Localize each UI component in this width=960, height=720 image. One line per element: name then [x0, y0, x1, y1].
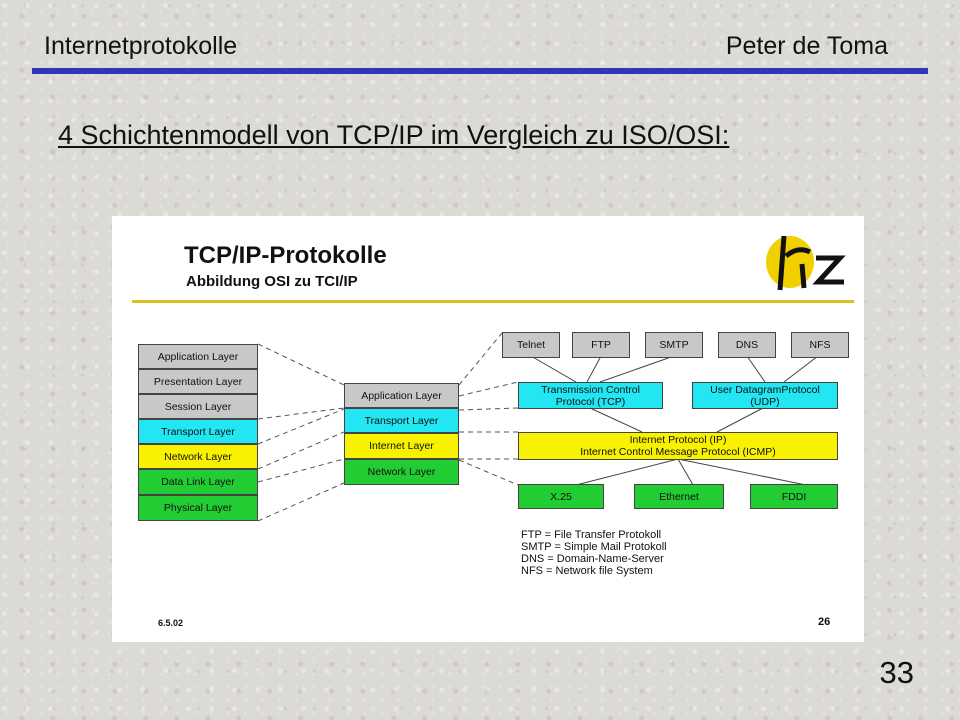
legend-ftp: FTP = File Transfer Protokoll	[521, 529, 662, 541]
header-left-title: Internetprotokolle	[44, 32, 238, 60]
protocol-telnet: Telnet	[502, 332, 560, 358]
figure-date: 6.5.02	[158, 618, 184, 628]
header-divider	[32, 68, 928, 74]
protocol-dns: DNS	[718, 332, 776, 358]
legend-dns: DNS = Domain-Name-Server	[521, 553, 664, 565]
page-number: 33	[879, 655, 914, 690]
protocol-ip-icmp: Internet Protocol (IP) Internet Control Message Protocol (ICMP)	[518, 432, 838, 460]
osi-layer-transport: Transport Layer	[138, 419, 258, 444]
protocol-nfs: NFS	[791, 332, 849, 358]
osi-layer-application: Application Layer	[138, 344, 258, 369]
header-author: Peter de Toma	[725, 32, 888, 60]
slide-title: 4 Schichtenmodell von TCP/IP im Vergleich zu ISO/OSI:	[58, 120, 730, 150]
network-x25: X.25	[518, 484, 604, 509]
tcpip-figure	[112, 216, 864, 642]
osi-layer-physical: Physical Layer	[138, 495, 258, 521]
tcpip-layer-transport: Transport Layer	[344, 408, 459, 433]
osi-layer-session: Session Layer	[138, 394, 258, 419]
protocol-smtp: SMTP	[645, 332, 703, 358]
figure-subtitle: Abbildung OSI zu TCI/IP	[186, 273, 358, 290]
protocol-udp: User DatagramProtocol (UDP)	[692, 382, 838, 409]
protocol-tcp: Transmission Control Protocol (TCP)	[518, 382, 663, 409]
figure-page-number: 26	[818, 616, 831, 628]
legend-nfs: NFS = Network file System	[521, 565, 653, 577]
osi-layer-data-link: Data Link Layer	[138, 469, 258, 495]
osi-layer-network: Network Layer	[138, 444, 258, 469]
tcpip-layer-network: Network Layer	[344, 459, 459, 485]
protocol-ftp: FTP	[572, 332, 630, 358]
osi-layer-presentation: Presentation Layer	[138, 369, 258, 394]
figure-title: TCP/IP-Protokolle	[184, 242, 387, 269]
network-fddi: FDDI	[750, 484, 838, 509]
legend-smtp: SMTP = Simple Mail Protokoll	[521, 541, 667, 553]
network-ethernet: Ethernet	[634, 484, 724, 509]
tcpip-layer-application: Application Layer	[344, 383, 459, 408]
tcpip-layer-internet: Internet Layer	[344, 433, 459, 459]
